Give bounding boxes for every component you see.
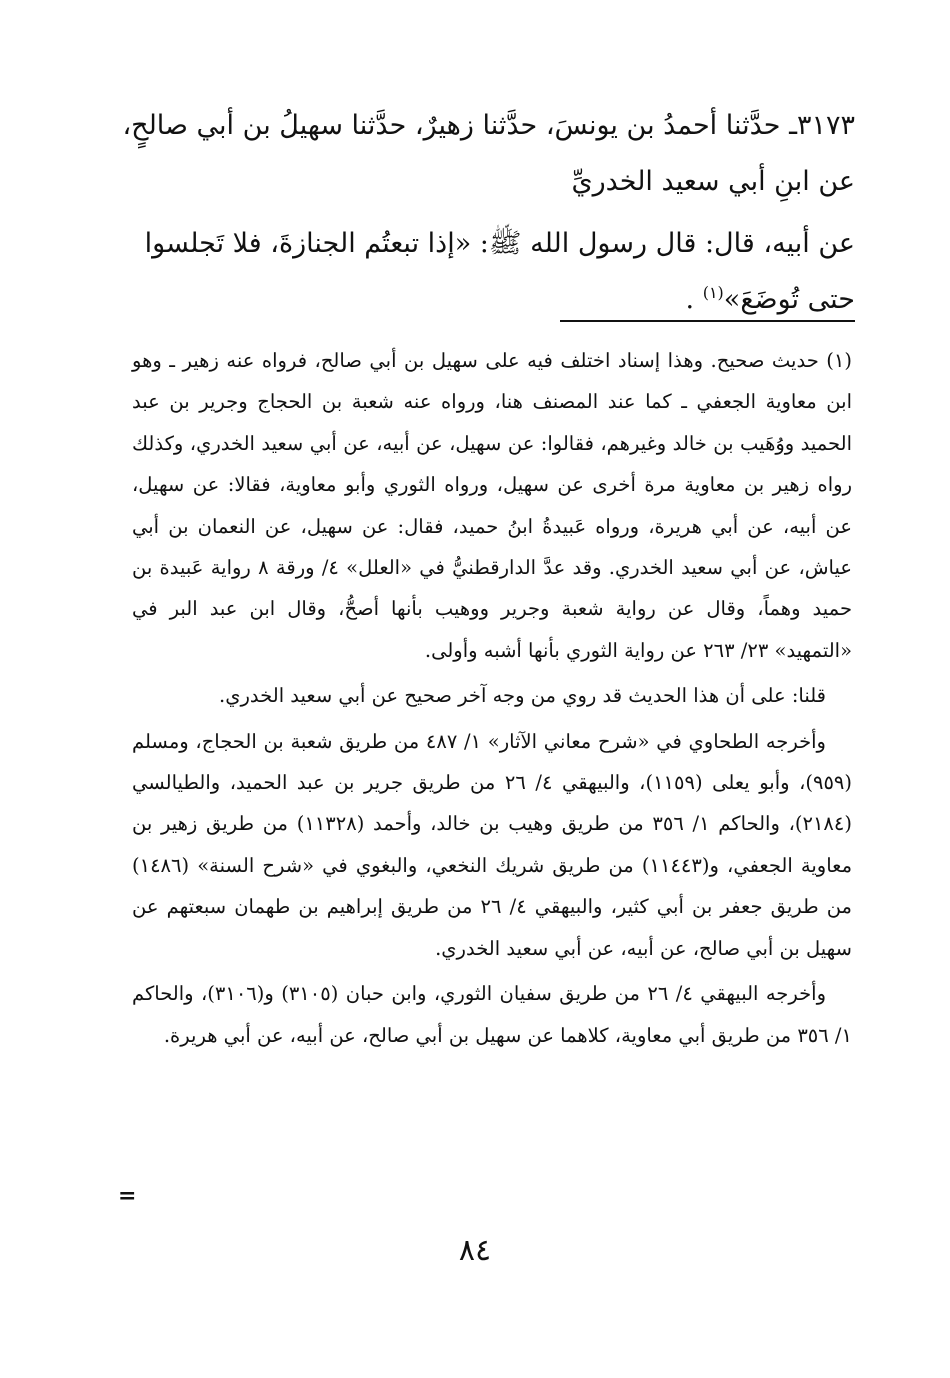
footnote-paragraph: وأخرجه الطحاوي في «شرح معاني الآثار» ١/ ٤٨٧ من طريق شعبة بن الحجاج، ومسلم (٩٥٩)، وأبو يعلى (١١٥٩)، والبيهقي ٤/ ٢٦ من طريق جرير بن عبد الحميد، والطيالسي (٢١٨٤)، والحاكم ١/ ٣٥٦ من طريق وهيب بن خالد، وأحمد (١١٣٢٨) من طريق زهير بن معاوية الجعفي، و(١١٤٤٣) من طريق شريك النخعي، والبغوي في «شرح السنة» (١٤٨٦) من طريق جعفر بن أبي كثير، والبيهقي ٤/ ٢٦ من طريق إبراهيم بن طهمان سبعتهم عن سهيل بن أبي صالح، عن أبيه، عن أبي سعيد الخدري. [132, 729, 853, 960]
continuation-mark: = [118, 1183, 137, 1209]
hadith-end-mark: . [685, 284, 695, 315]
hadith-matn [120, 216, 855, 328]
footnotes-section [132, 340, 852, 1060]
footnote-paragraph: وأخرجه البيهقي ٤/ ٢٦ من طريق سفيان الثوري، وابن حبان (٣١٠٥) و(٣١٠٦)، والحاكم ١/ ٣٥٦ من طريق أبي معاوية، كلاهما عن سهيل بن أبي صالح، عن أبيه، عن أبي هريرة. [132, 982, 852, 1047]
footnote-paragraph: قلنا: على أن هذا الحديث قد روي من وجه آخر صحيح عن أبي سعيد الخدري. [219, 684, 826, 708]
hadith-text [120, 98, 855, 334]
hadith-isnad-text: ٣١٧٣ـ حدَّثنا أحمدُ بن يونسَ، حدَّثنا زهيرٌ، حدَّثنا سهيلُ بن أبي صالحٍ، عن ابنِ أبي سعيد الخدريِّ [122, 110, 855, 197]
footnote-divider [560, 320, 855, 322]
hadith-matn-text: عن أبيه، قال: قال رسول الله ﷺ: «إذا تبعتُم الجنازةَ، فلا تَجلسوا حتى تُوضَعَ» [144, 228, 855, 315]
footnote-paragraph: (١) حديث صحيح. وهذا إسناد اختلف فيه على سهيل بن أبي صالح، فرواه عنه زهير ـ وهو ابن معاوية الجعفي ـ كما عند المصنف هنا، ورواه عنه شعبة بن الحجاج وجرير بن عبد الحميد ووُهَيب بن خالد وغيرهم، فقالوا: عن سهيل، عن أبيه، عن أبي سعيد الخدري، وكذلك رواه زهير بن معاوية مرة أخرى عن سهيل، ورواه الثوري وأبو معاوية، فقالا: عن سهيل، عن أبيه، عن أبي هريرة، ورواه عَبيدةُ ابنُ حميد، فقال: عن سهيل، عن النعمان بن أبي عياش، عن أبي سعيد الخدري. وقد عدَّ الدارقطنيُّ في «العلل» ٤/ ورقة ٨ رواية عَبيدة بن حميد وهماً، وقال عن رواية شعبة وجرير ووهيب بأنها أصحُّ، وقال ابن عبد البر في «التمهيد» ٢٣/ ٢٦٣ عن رواية الثوري بأنها أشبه وأولى. [132, 349, 853, 662]
footnote-reference: (١) [702, 283, 724, 302]
hadith-isnad [120, 98, 855, 210]
page-number: ٨٤ [458, 1233, 492, 1268]
